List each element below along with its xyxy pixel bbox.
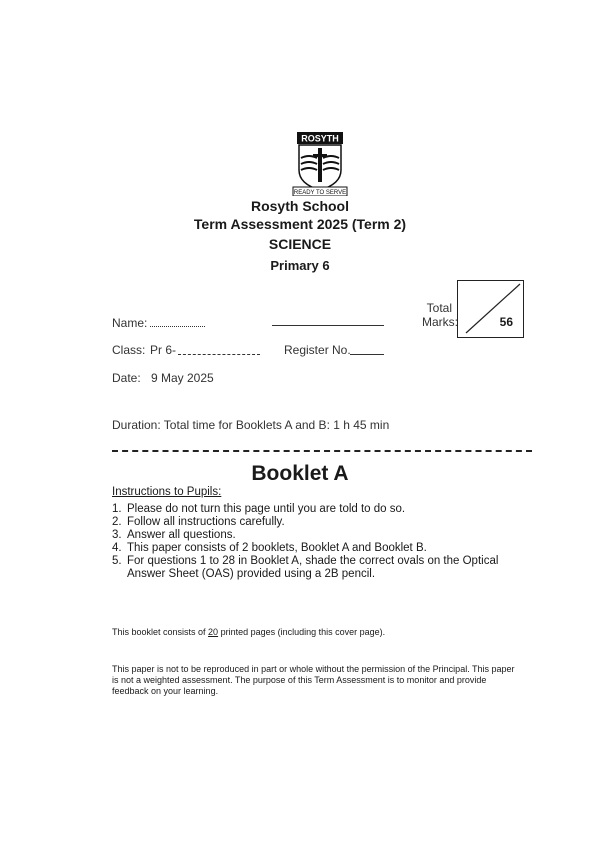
page-count-note: This booklet consists of 20 printed pages (including this cover page). [112, 627, 386, 637]
school-crest [289, 132, 351, 196]
total-marks-label: Total Marks: [422, 301, 458, 329]
name-underline [272, 325, 384, 326]
instructions-list [112, 503, 512, 581]
divider [112, 450, 532, 452]
date-value: 9 May 2025 [151, 371, 214, 385]
register-field[interactable] [350, 354, 384, 355]
list-item: 3. Answer all questions. [112, 529, 236, 541]
level-title: Primary 6 [270, 258, 330, 273]
date-label: Date: [112, 371, 141, 385]
register-label: Register No. [284, 343, 351, 357]
list-item: 5. For questions 1 to 28 in Booklet A, shade the correct ovals on the Optical Answer Sheet (OAS) provided using a 2B pencil. [112, 555, 499, 580]
class-label: Class: [112, 343, 146, 357]
list-item: 1. Please do not turn this page until you are told to do so. [112, 503, 406, 515]
copyright-note: This paper is not to be reproduced in part or whole without the permission of the Principal. This paper is not a weighted assessment. The purpose of this Term Assessment is to monitor and provide feedback on your learning. [112, 664, 515, 696]
crest-top-text: ROSYTH [301, 133, 339, 144]
instructions-title: Instructions to Pupils: [112, 486, 222, 498]
booklet-title: Booklet A [251, 462, 349, 485]
name-field[interactable] [150, 316, 205, 330]
duration-text: Duration: Total time for Booklets A and B: 1 h 45 min [112, 418, 390, 432]
class-field[interactable] [178, 354, 260, 355]
subject-title: SCIENCE [268, 236, 332, 252]
name-label: Name: [112, 316, 148, 330]
total-marks-box [457, 280, 524, 338]
school-name: Rosyth School [250, 198, 349, 214]
assessment-title: Term Assessment 2025 (Term 2) [193, 216, 407, 232]
list-item: 2. Follow all instructions carefully. [112, 516, 285, 528]
class-value: Pr 6- [150, 343, 177, 357]
list-item: 4. This paper consists of 2 booklets, Booklet A and Booklet B. [112, 542, 427, 554]
crest-motto: READY TO SERVE [293, 190, 347, 196]
total-marks-value: 56 [499, 315, 513, 329]
